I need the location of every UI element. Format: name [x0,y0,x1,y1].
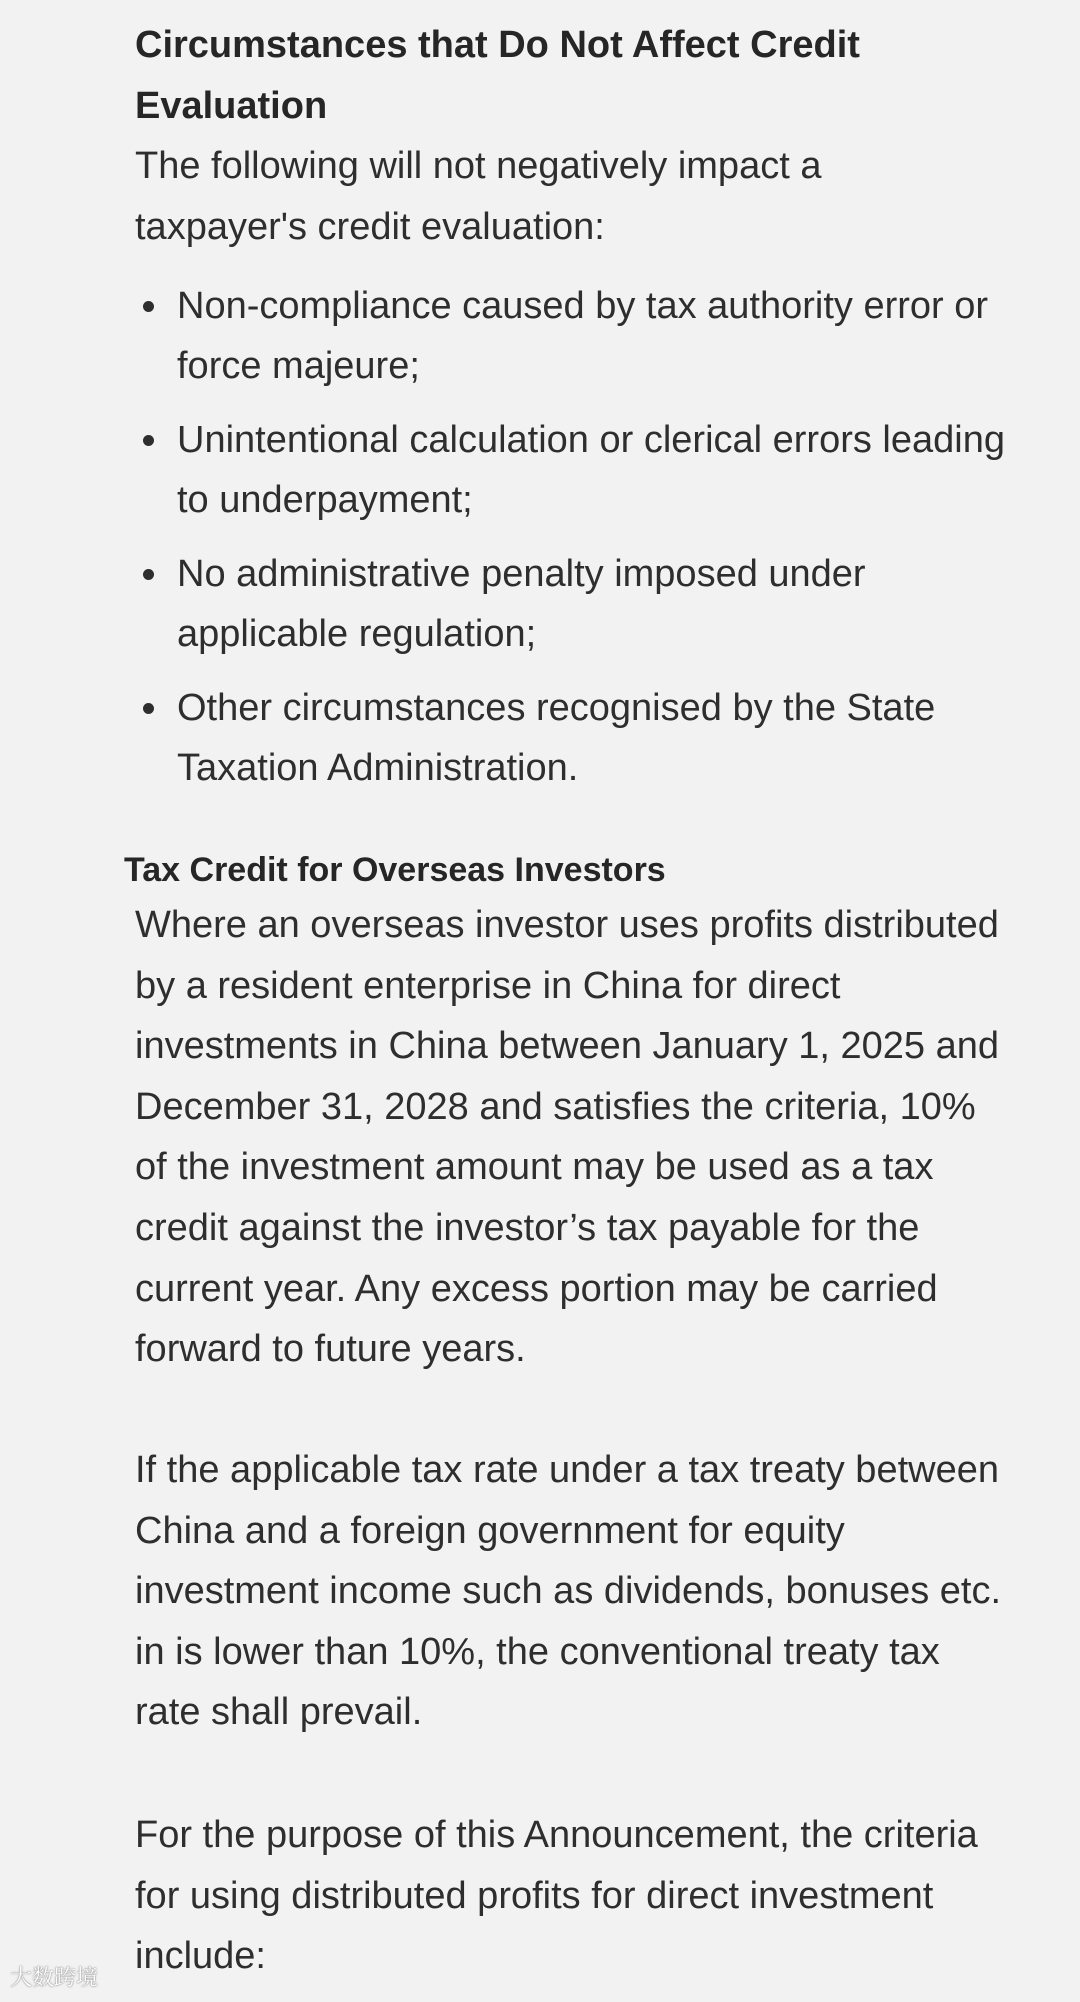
list-item [135,544,1015,664]
section-heading-tax-credit: Tax Credit for Overseas Investors [124,851,666,889]
list-item-text: No administrative penalty imposed under applicable regulation; [177,553,866,655]
paragraph-tax-credit: Where an overseas investor uses profits distributed by a resident enterprise in China for direct investments in China between January 1, 2025 and December 31, 2028 and satisfies the criteria, 10% of the investment amount may be used as a tax credit against the investor’s tax payable for the current year. Any excess portion may be carried forward to future years. [135,904,999,1371]
list-item [135,678,1015,798]
bullet-icon [143,569,154,580]
intro-paragraph: The following will not negatively impact a taxpayer's credit evaluation: [135,145,822,248]
bullet-icon [143,703,154,714]
watermark-logo [10,1966,98,1992]
circumstances-list [135,276,1015,812]
bullet-icon [143,301,154,312]
watermark-text: 大数跨境 [10,1966,99,1991]
list-item [135,410,1015,530]
paragraph-treaty-rate: If the applicable tax rate under a tax treaty between China and a foreign government for equity investment income such as dividends, bonuses etc. in is lower than 10%, the conventional treaty tax rate shall prevail. [135,1449,1002,1734]
bullet-icon [143,435,154,446]
list-item [135,276,1015,396]
list-item-text: Other circumstances recognised by the State Taxation Administration. [177,687,936,789]
list-item-text: Unintentional calculation or clerical errors leading to underpayment; [177,419,1005,521]
paragraph-criteria: For the purpose of this Announcement, the criteria for using distributed profits for direct investment include: [135,1814,978,1978]
list-item-text: Non-compliance caused by tax authority error or force majeure; [177,285,989,387]
section-heading-credit-evaluation: Circumstances that Do Not Affect Credit Evaluation [135,24,860,127]
